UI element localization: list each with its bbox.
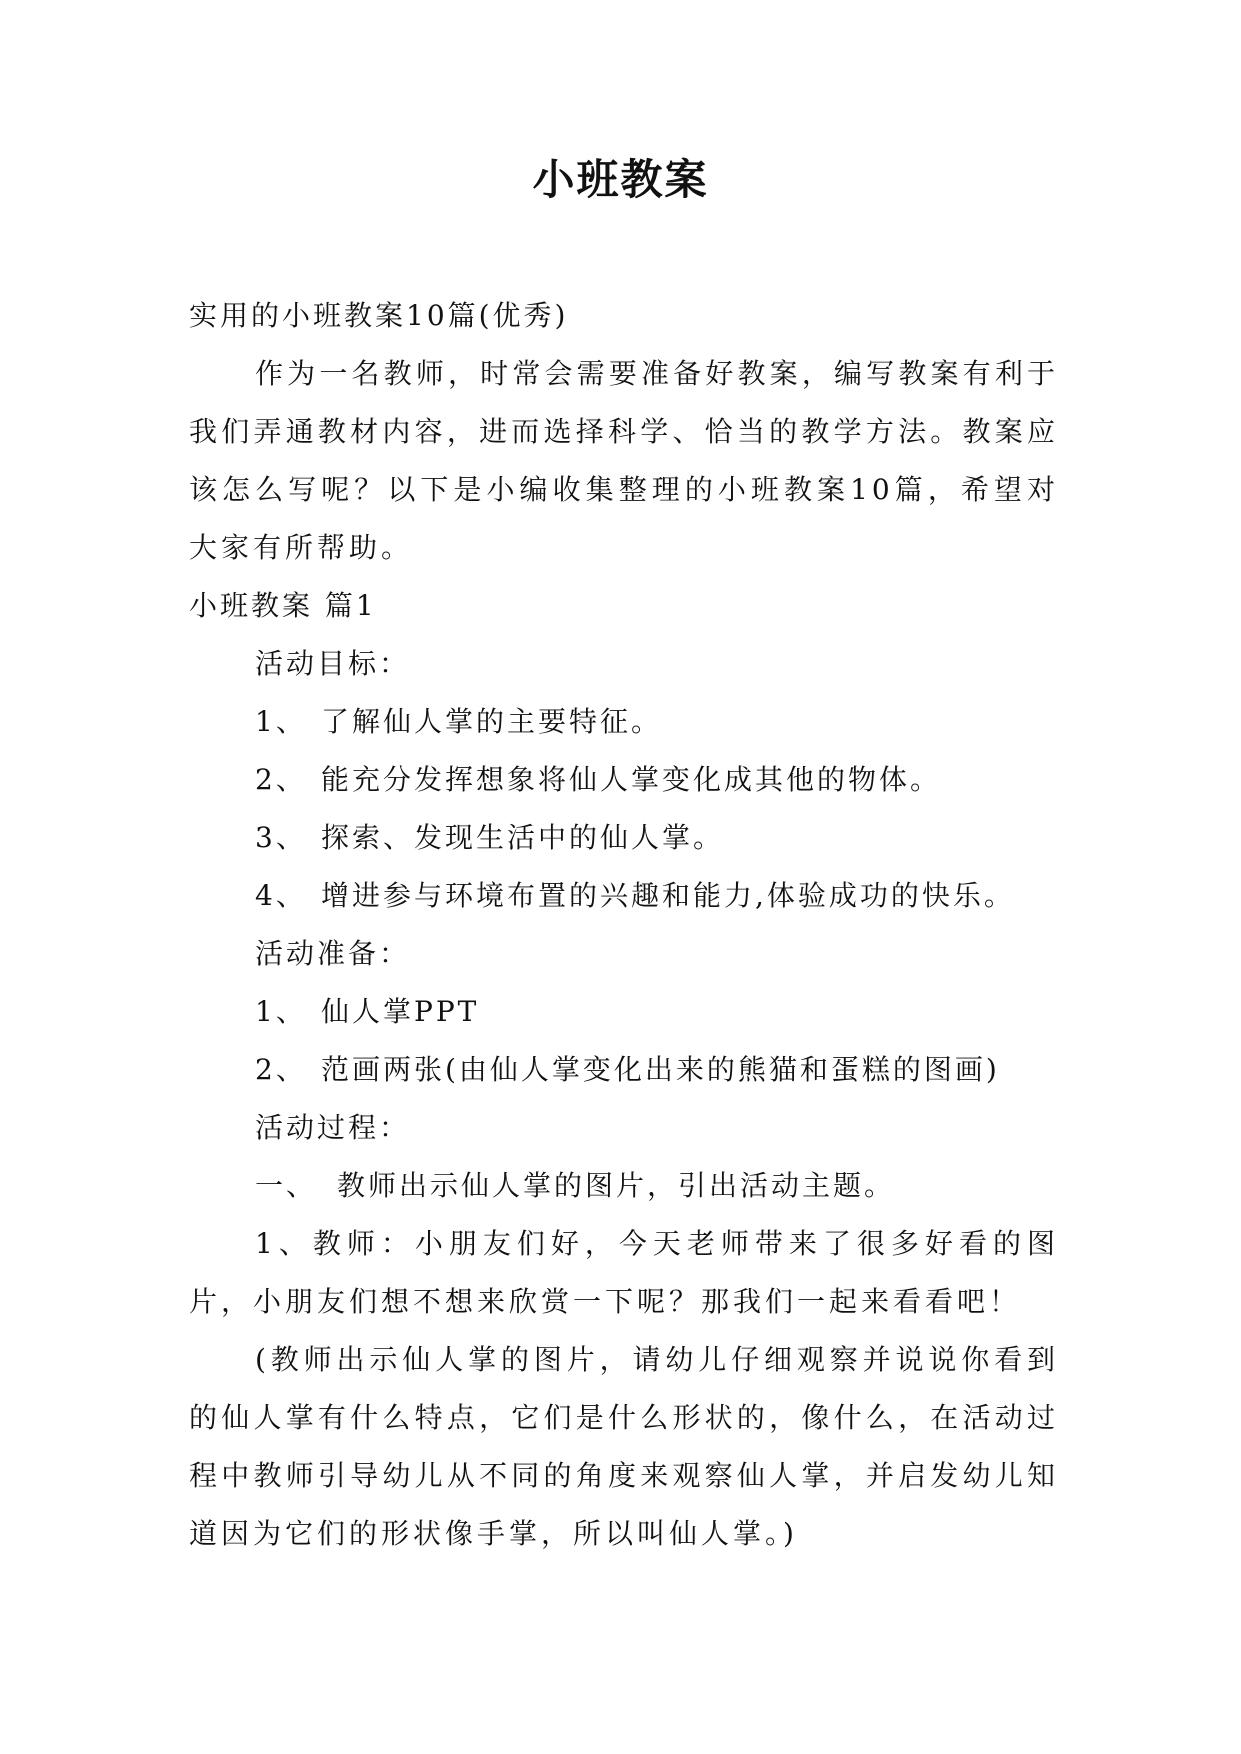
goal-item xyxy=(189,751,1059,809)
prep-item xyxy=(189,1041,1059,1099)
goal-item xyxy=(189,867,1059,925)
process-heading: 活动过程： xyxy=(255,1111,411,1144)
goal-text: 能充分发挥想象将仙人掌变化成其他的物体。 xyxy=(321,763,942,796)
prep-number: 1、 xyxy=(255,995,307,1028)
prep-heading: 活动准备： xyxy=(255,937,411,970)
goal-text: 了解仙人掌的主要特征。 xyxy=(321,705,663,738)
process-paragraph-1: 1、教师：小朋友们好，今天老师带来了很多好看的图片，小朋友们想不想来欣赏一下呢？那我们一起来看看吧！ xyxy=(189,1227,1059,1318)
process-paragraph-2: (教师出示仙人掌的图片，请幼儿仔细观察并说说你看到的仙人掌有什么特点，它们是什么形状的，像什么，在活动过程中教师引导幼儿从不同的角度来观察仙人掌，并启发幼儿知道因为它们的形状像手掌，所以叫仙人掌。) xyxy=(189,1343,1059,1550)
process-step xyxy=(189,1157,1059,1215)
prep-text: 仙人掌PPT xyxy=(321,995,480,1028)
goal-number: 2、 xyxy=(255,763,307,796)
goal-number: 1、 xyxy=(255,705,307,738)
goal-item xyxy=(189,693,1059,751)
goal-text: 探索、发现生活中的仙人掌。 xyxy=(321,821,725,854)
section-heading: 小班教案 篇1 xyxy=(189,589,377,622)
document-subtitle: 实用的小班教案10篇(优秀) xyxy=(189,299,569,332)
goals-heading: 活动目标： xyxy=(255,647,411,680)
prep-item xyxy=(189,983,1059,1041)
document-title: 小班教案 xyxy=(532,155,709,204)
goal-item xyxy=(189,809,1059,867)
step-number: 一、 xyxy=(255,1169,318,1202)
goal-number: 3、 xyxy=(255,821,307,854)
prep-text: 范画两张(由仙人掌变化出来的熊猫和蛋糕的图画) xyxy=(321,1053,1000,1086)
goal-number: 4、 xyxy=(255,879,307,912)
prep-number: 2、 xyxy=(255,1053,307,1086)
step-text: 教师出示仙人掌的图片，引出活动主题。 xyxy=(337,1169,896,1202)
goal-text: 增进参与环境布置的兴趣和能力,体验成功的快乐。 xyxy=(321,879,1015,912)
intro-paragraph: 作为一名教师，时常会需要准备好教案，编写教案有利于我们弄通教材内容，进而选择科学、恰当的教学方法。教案应该怎么写呢？以下是小编收集整理的小班教案10篇，希望对大家有所帮助。 xyxy=(189,357,1059,564)
document-body xyxy=(189,287,1059,1563)
